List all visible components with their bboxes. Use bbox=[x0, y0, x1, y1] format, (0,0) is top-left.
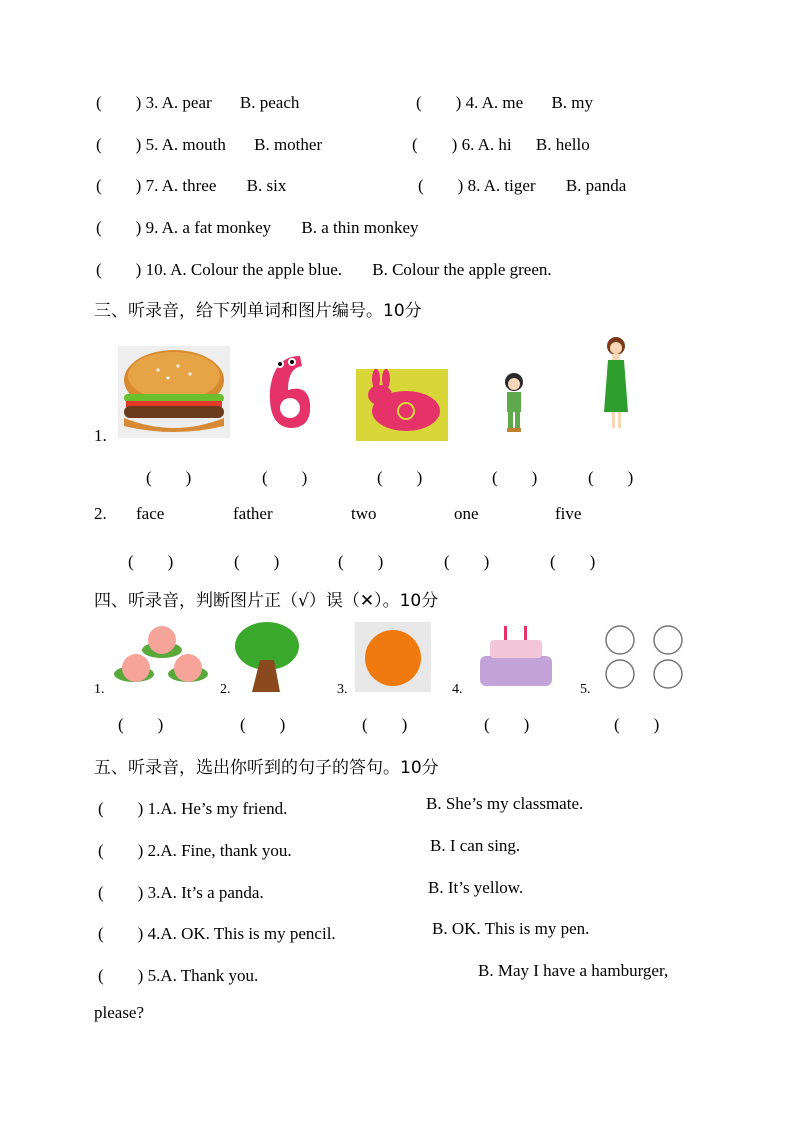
answer-bracket[interactable]: ( ) bbox=[98, 799, 144, 818]
q3-line bbox=[96, 88, 299, 113]
option-a: 4.A. OK. This is my pencil. bbox=[147, 924, 336, 943]
word-father: father bbox=[233, 504, 273, 523]
answer-bracket[interactable]: ( ) bbox=[412, 135, 458, 154]
answer-paren[interactable]: ( ) bbox=[234, 552, 280, 571]
monkeys-outline-picture bbox=[596, 622, 694, 694]
s5-q1 bbox=[98, 794, 287, 819]
answer-paren[interactable]: ( ) bbox=[338, 552, 384, 571]
s5-q5-b: B. May I have a hamburger, bbox=[478, 961, 669, 980]
answer-paren[interactable]: ( ) bbox=[146, 468, 192, 487]
s5-q2-b: B. I can sing. bbox=[430, 836, 521, 855]
answer-paren[interactable]: ( ) bbox=[240, 715, 286, 734]
answer-bracket[interactable]: ( ) bbox=[96, 135, 142, 154]
word-one: one bbox=[454, 504, 479, 523]
pic-label: 2. bbox=[220, 682, 231, 697]
option-b: B. a thin monkey bbox=[301, 218, 419, 237]
answer-bracket[interactable]: ( ) bbox=[418, 176, 464, 195]
option-b: B. mother bbox=[254, 135, 323, 154]
s5-q3-b: B. It’s yellow. bbox=[428, 878, 524, 897]
s5-q3 bbox=[98, 878, 264, 903]
option-a: 4. A. me bbox=[465, 93, 524, 112]
option-b: B. hello bbox=[535, 135, 590, 154]
s5-q4-b: B. OK. This is my pen. bbox=[432, 919, 590, 938]
option-b: B. panda bbox=[565, 176, 627, 195]
q6-line bbox=[412, 130, 590, 155]
s5-q5-cont: please? bbox=[94, 1003, 145, 1022]
answer-bracket[interactable]: ( ) bbox=[98, 841, 144, 860]
part1-label: 1. bbox=[94, 426, 107, 445]
option-b: B. my bbox=[551, 93, 593, 112]
option-b: B. peach bbox=[239, 93, 300, 112]
q5-line bbox=[96, 130, 322, 155]
birthday-cake-picture bbox=[474, 620, 558, 692]
answer-paren[interactable]: ( ) bbox=[362, 715, 408, 734]
option-a: 10. A. Colour the apple blue. bbox=[145, 260, 342, 279]
q10-line bbox=[96, 255, 552, 280]
s5-q2 bbox=[98, 836, 292, 861]
option-b: B. six bbox=[246, 176, 287, 195]
pic-label: 5. bbox=[580, 682, 591, 697]
girl-picture bbox=[498, 372, 530, 434]
word-five: five bbox=[555, 504, 582, 523]
option-a: 5. A. mouth bbox=[145, 135, 226, 154]
pic-label: 4. bbox=[452, 682, 463, 697]
part2-label: 2. bbox=[94, 504, 107, 523]
orange-picture bbox=[355, 622, 431, 692]
s5-q4 bbox=[98, 919, 336, 944]
tree-picture bbox=[234, 620, 300, 694]
answer-bracket[interactable]: ( ) bbox=[98, 924, 144, 943]
option-a: 2.A. Fine, thank you. bbox=[147, 841, 292, 860]
peaches-picture bbox=[110, 624, 214, 694]
answer-paren[interactable]: ( ) bbox=[550, 552, 596, 571]
option-a: 3. A. pear bbox=[145, 93, 212, 112]
s5-q5 bbox=[98, 961, 258, 986]
answer-bracket[interactable]: ( ) bbox=[96, 93, 142, 112]
option-a: 3.A. It’s a panda. bbox=[147, 883, 264, 902]
option-a: 9. A. a fat monkey bbox=[145, 218, 272, 237]
option-a: 8. A. tiger bbox=[467, 176, 536, 195]
answer-paren[interactable]: ( ) bbox=[614, 715, 660, 734]
rabbit-papercut-picture bbox=[356, 369, 448, 441]
answer-bracket[interactable]: ( ) bbox=[98, 966, 144, 985]
answer-paren[interactable]: ( ) bbox=[444, 552, 490, 571]
pic-label: 1. bbox=[94, 682, 105, 697]
answer-paren[interactable]: ( ) bbox=[118, 715, 164, 734]
answer-bracket[interactable]: ( ) bbox=[98, 883, 144, 902]
answer-paren[interactable]: ( ) bbox=[377, 468, 423, 487]
answer-bracket[interactable]: ( ) bbox=[416, 93, 462, 112]
word-two: two bbox=[351, 504, 377, 523]
section5-heading: 五、听录音，选出你听到的句子的答句。10分 bbox=[94, 758, 439, 778]
pic-label: 3. bbox=[337, 682, 348, 697]
section3-heading: 三、听录音，给下列单词和图片编号。10分 bbox=[94, 301, 422, 321]
woman-picture bbox=[598, 336, 634, 432]
q4-line bbox=[416, 88, 593, 113]
option-a: 1.A. He’s my friend. bbox=[147, 799, 288, 818]
option-a: 6. A. hi bbox=[461, 135, 512, 154]
answer-bracket[interactable]: ( ) bbox=[96, 176, 142, 195]
option-a: 7. A. three bbox=[145, 176, 217, 195]
q7-line bbox=[96, 171, 286, 196]
option-b: B. Colour the apple green. bbox=[372, 260, 552, 279]
answer-paren[interactable]: ( ) bbox=[128, 552, 174, 571]
hamburger-picture bbox=[118, 346, 230, 438]
q9-line bbox=[96, 213, 419, 238]
number-six-picture bbox=[258, 346, 318, 432]
word-face: face bbox=[136, 504, 165, 523]
option-a: 5.A. Thank you. bbox=[147, 966, 259, 985]
answer-paren[interactable]: ( ) bbox=[492, 468, 538, 487]
answer-bracket[interactable]: ( ) bbox=[96, 218, 142, 237]
section4-heading: 四、听录音，判断图片正（√）误（✕）。10分 bbox=[94, 591, 439, 611]
answer-paren[interactable]: ( ) bbox=[262, 468, 308, 487]
answer-paren[interactable]: ( ) bbox=[588, 468, 634, 487]
s5-q1-b: B. She’s my classmate. bbox=[426, 794, 584, 813]
q8-line bbox=[418, 171, 626, 196]
answer-bracket[interactable]: ( ) bbox=[96, 260, 142, 279]
answer-paren[interactable]: ( ) bbox=[484, 715, 530, 734]
